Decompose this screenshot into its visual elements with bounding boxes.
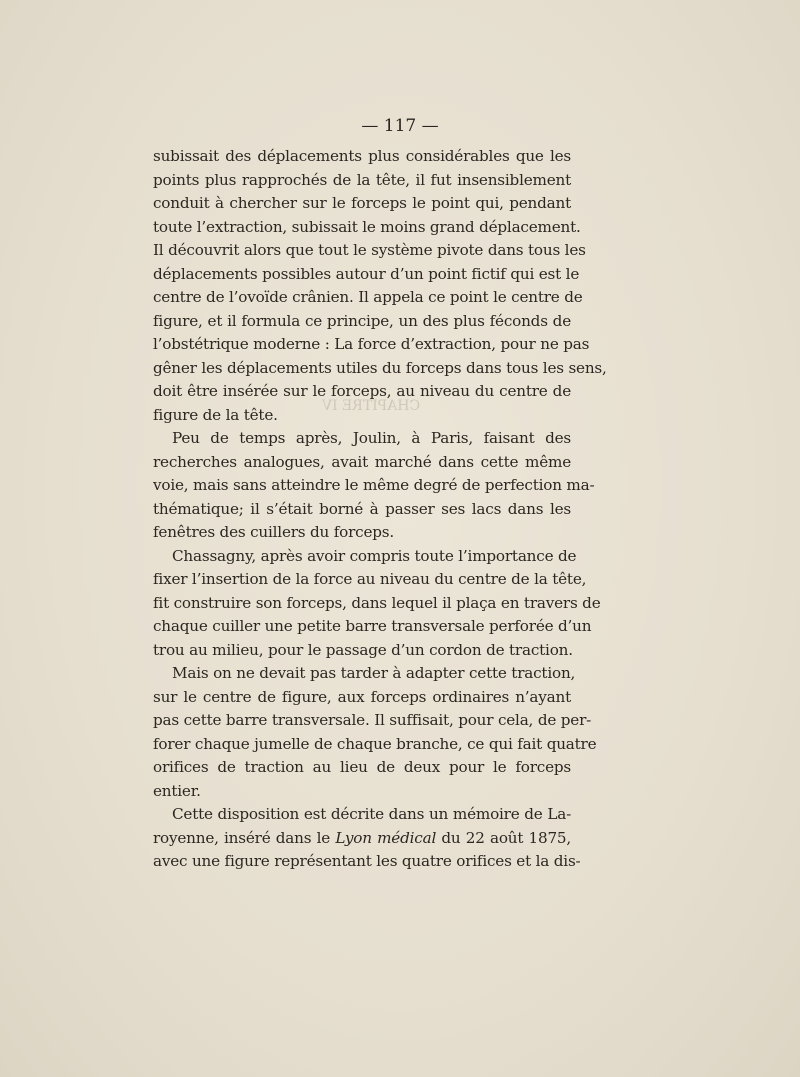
journal-title: Lyon médical: [335, 828, 437, 847]
text-line: chaque cuiller une petite barre transversale perforée d’un: [153, 617, 592, 635]
text-line: Cette disposition est décrite dans un mémoire de La-: [172, 805, 571, 823]
text-line: figure de la tête.: [153, 405, 278, 424]
text-line: Peu de temps après, Joulin, à Paris, faisant des: [172, 429, 571, 447]
text-line: forer chaque jumelle de chaque branche, ce qui fait quatre: [153, 734, 597, 753]
text-line: avec une figure représentant les quatre orifices et la dis-: [153, 852, 581, 870]
text-line: doit être insérée sur le forceps, au niveau du centre de: [153, 382, 571, 400]
text-line: entier.: [153, 781, 201, 800]
text-line: figure, et il formula ce principe, un des plus féconds de: [153, 311, 571, 330]
text-line: recherches analogues, avait marché dans cette même: [153, 452, 571, 471]
text-line: Chassagny, après avoir compris toute l’importance de: [172, 546, 577, 565]
text-line: points plus rapprochés de la tête, il fut insensiblement: [153, 170, 571, 189]
text-line: pas cette barre transversale. Il suffisait, pour cela, de per-: [153, 711, 592, 729]
text-line: gêner les déplacements utiles du forceps dans tous les sens,: [153, 358, 607, 377]
body-text: [153, 145, 607, 874]
text-line: fit construire son forceps, dans lequel il plaça en travers de: [153, 593, 601, 612]
text-line: conduit à chercher sur le forceps le point qui, pendant: [153, 194, 571, 212]
text-line: fixer l’insertion de la force au niveau du centre de la tête,: [153, 570, 587, 588]
text-line: déplacements possibles autour d’un point fictif qui est le: [153, 264, 580, 283]
page-number: — 117 —: [361, 116, 439, 136]
text-line: voie, mais sans atteindre le même degré de perfection ma-: [153, 476, 595, 494]
text-line: thématique; il s’était borné à passer ses lacs dans les: [153, 499, 571, 518]
text-run: du 22 août 1875,: [436, 828, 571, 847]
text-run: royenne, inséré dans le: [153, 828, 336, 847]
text-line: subissait des déplacements plus considérables que les: [153, 147, 571, 165]
text-line: toute l’extraction, subissait le moins grand déplacement.: [153, 217, 581, 236]
text-line: centre de l’ovoïde crânien. Il appela ce point le centre de: [153, 288, 583, 306]
text-line: sur le centre de figure, aux forceps ordinaires n’ayant: [153, 687, 571, 706]
text-line: fenêtres des cuillers du forceps.: [153, 523, 395, 541]
text-line: [153, 827, 571, 851]
text-line: Il découvrit alors que tout le système pivote dans tous les: [153, 241, 586, 259]
bleed-through-text: CHAPITRE IV: [322, 398, 421, 414]
text-line: l’obstétrique moderne : La force d’extraction, pour ne pas: [153, 335, 590, 353]
text-line: Mais on ne devait pas tarder à adapter cette traction,: [172, 664, 576, 682]
text-line: orifices de traction au lieu de deux pour le forceps: [153, 758, 571, 776]
text-line: trou au milieu, pour le passage d’un cordon de traction.: [153, 640, 573, 659]
